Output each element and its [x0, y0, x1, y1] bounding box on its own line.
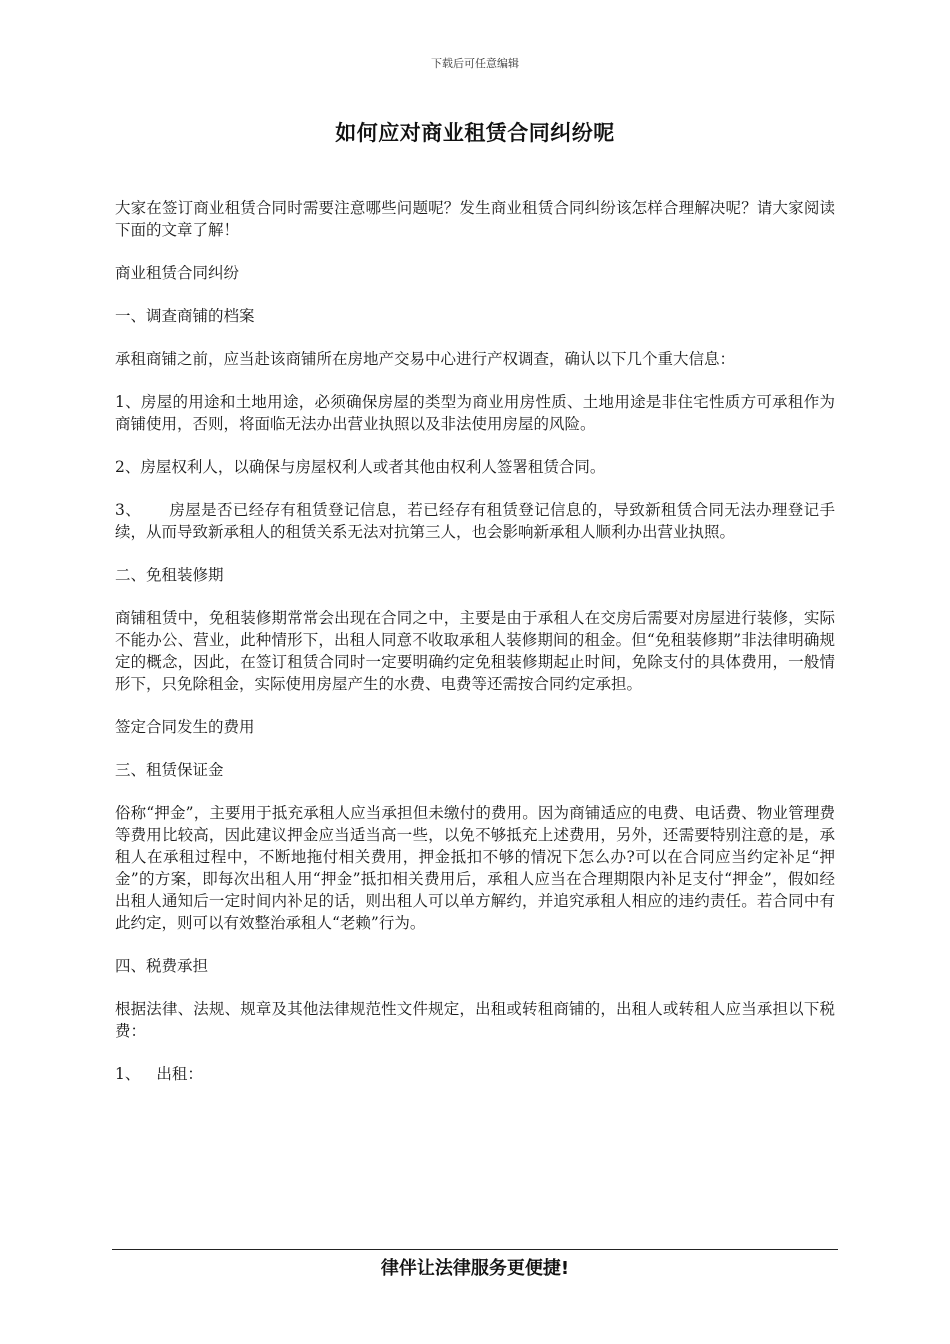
- list-item-3-text: 房屋是否已经存有租赁登记信息，若已经存有租赁登记信息的，导致新租赁合同无法办理登记手续，从而导致新承租人的租赁关系无法对抗第三人，也会影响新承租人顺利办出营业执照。: [115, 501, 835, 541]
- list-item-3: [115, 499, 835, 543]
- header-note: 下载后可任意编辑: [431, 57, 519, 70]
- list-item-1: 1、房屋的用途和土地用途，必须确保房屋的类型为商业用房性质、土地用途是非住宅性质方可承租作为商铺使用，否则，将面临无法办出营业执照以及非法使用房屋的风险。: [115, 393, 835, 433]
- section-heading-3: 三、租赁保证金: [115, 761, 224, 779]
- list-item-2: 2、房屋权利人，以确保与房屋权利人或者其他由权利人签署租赁合同。: [115, 458, 606, 476]
- paragraph-rent-free: 商铺租赁中，免租装修期常常会出现在合同之中，主要是由于承租人在交房后需要对房屋进行装修，实际不能办公、营业，此种情形下，出租人同意不收取承租人装修期间的租金。但“免租装修期”非法律明确规定的概念，因此，在签订租赁合同时一定要明确约定免租装修期起止时间，免除支付的具体费用，一般情形下，只免除租金，实际使用房屋产生的水费、电费等还需按合同约定承担。: [115, 609, 835, 693]
- footer-slogan: 律伴让法律服务更便捷!: [380, 1258, 570, 1279]
- document-title: 如何应对商业租赁合同纠纷呢: [335, 121, 615, 145]
- paragraph-deposit: 俗称“押金”，主要用于抵充承租人应当承担但未缴付的费用。因为商铺适应的电费、电话费、物业管理费等费用比较高，因此建议押金应当适当高一些，以免不够抵充上述费用，另外，还需要特别注意的是，承租人在承租过程中，不断地拖付相关费用，押金抵扣不够的情况下怎么办?可以在合同应当约定补足“押金”的方案，即每次出租人用“押金”抵扣相关费用后，承租人应当在合理期限内补足支付“押金”，假如经出租人通知后一定时间内补足的话，则出租人可以单方解约，并追究承租人相应的违约责任。若合同中有此约定，则可以有效整治承租人“老赖”行为。: [115, 804, 835, 932]
- document-body: [115, 197, 835, 1106]
- footer-divider: [112, 1249, 838, 1250]
- paragraph-heading-disputes: 商业租赁合同纠纷: [115, 264, 240, 282]
- section-heading-2: 二、免租装修期: [115, 566, 224, 584]
- paragraph-taxes: 根据法律、法规、规章及其他法律规范性文件规定，出租或转租商铺的，出租人或转租人应当承担以下税费：: [115, 1000, 835, 1040]
- list-item-3-number: 3、: [115, 501, 142, 519]
- paragraph-investigation: 承租商铺之前，应当赴该商铺所在房地产交易中心进行产权调查，确认以下几个重大信息：: [115, 350, 736, 368]
- list-item-rental: [115, 1063, 835, 1085]
- paragraph-heading-fees: 签定合同发生的费用: [115, 718, 255, 736]
- list-item-rental-number: 1、: [115, 1065, 141, 1083]
- paragraph-intro: 大家在签订商业租赁合同时需要注意哪些问题呢？发生商业租赁合同纠纷该怎样合理解决呢？请大家阅读下面的文章了解！: [115, 199, 835, 239]
- section-heading-1: 一、调查商铺的档案: [115, 307, 255, 325]
- list-item-rental-text: 出租：: [156, 1065, 203, 1083]
- section-heading-4: 四、税费承担: [115, 957, 209, 975]
